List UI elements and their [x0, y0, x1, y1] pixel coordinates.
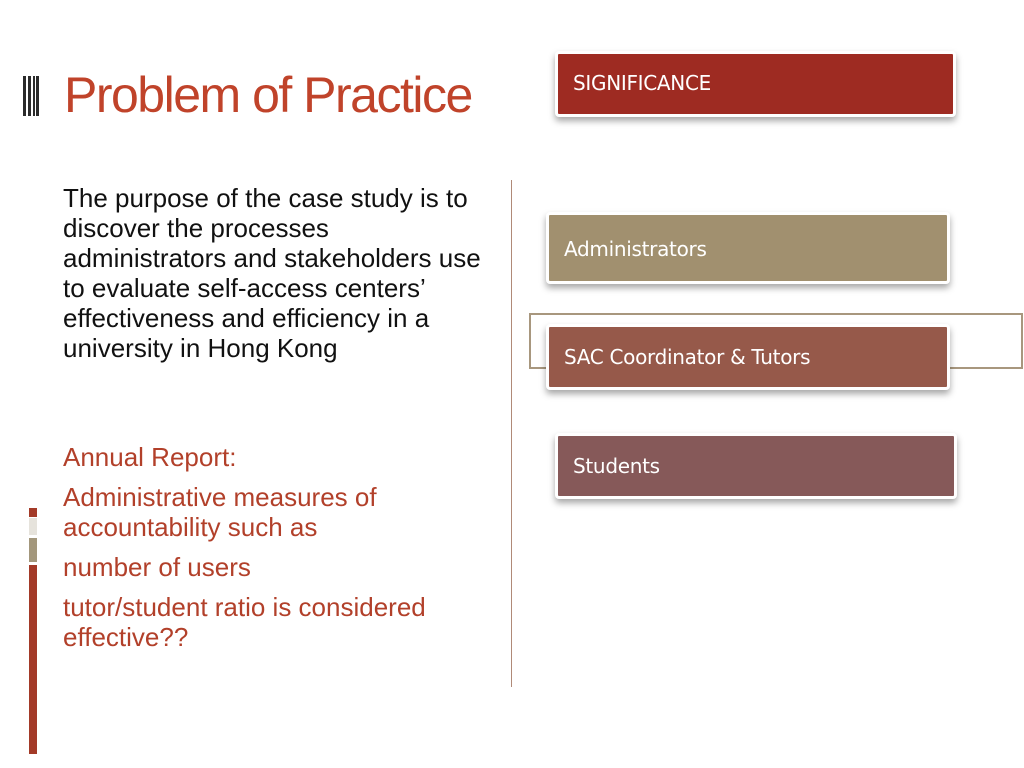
- annual-report-heading: Annual Report:: [63, 442, 237, 472]
- accent-bar-red-long: [29, 565, 37, 754]
- annual-report-item: number of users: [63, 552, 251, 582]
- sac-coordinator-box: SAC Coordinator & Tutors: [546, 324, 950, 390]
- students-box: Students: [555, 433, 957, 499]
- annual-report-item: Administrative measures of accountability such as: [63, 482, 377, 542]
- purpose-text: The purpose of the case study is to discover the processes administrators and stakeholders use to evaluate self-access centers’ effectiveness and efficiency in a university in Hong Kong: [63, 183, 481, 363]
- annual-report-item: tutor/student ratio is considered effective??: [63, 592, 426, 652]
- administrators-box: Administrators: [546, 212, 950, 284]
- accent-bar-red-top: [29, 508, 37, 517]
- significance-box: SIGNIFICANCE: [555, 51, 956, 117]
- title-bars-icon: [23, 76, 39, 116]
- accent-bar-light: [29, 518, 37, 535]
- annual-report-block: [63, 442, 503, 662]
- slide-title: Problem of Practice: [64, 67, 472, 123]
- accent-bar-tan: [29, 538, 37, 562]
- column-divider: [511, 180, 512, 687]
